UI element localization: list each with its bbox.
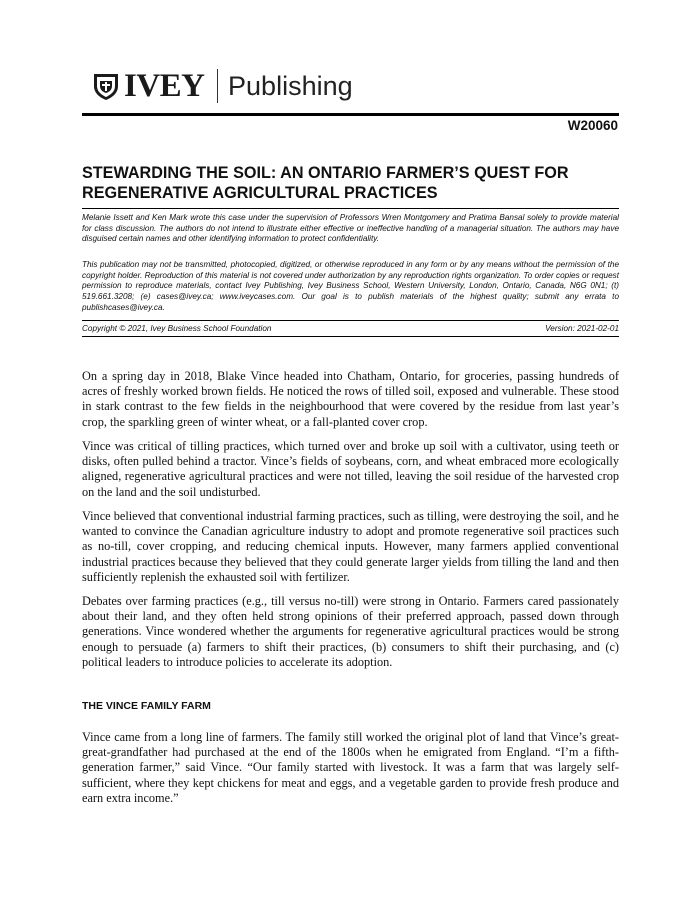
case-title-line-1: STEWARDING THE SOIL: AN ONTARIO FARMER’S QUEST FOR bbox=[82, 164, 569, 182]
front-matter-bottom-rule bbox=[82, 336, 619, 337]
body-paragraph-5: Vince came from a long line of farmers. The family still worked the original plot of land that Vince’s great-great-grandfather had purchased at the end of the 1800s when he emigrated from England. “I’m a fifth-generation farmer,” said Vince. “Our family started with livestock. It was a farm that was largely self-sufficient, where they kept chickens for meat and eggs, and a vegetable garden to provide fresh produce and earn extra income.” bbox=[82, 730, 619, 805]
case-title-line-2: REGENERATIVE AGRICULTURAL PRACTICES bbox=[82, 184, 438, 202]
copyright-text: Copyright © 2021, Ivey Business School Foundation bbox=[82, 324, 272, 333]
permissions-note: This publication may not be transmitted, photocopied, digitized, or otherwise reproduced in any form or by any means without the permission of the copyright holder. Reproduction of this material is not covered under authorization by any reproduction rights organization. To order copies or request permission to reproduce materials, contact Ivey Publishing, Ivey Business School, Western University, London, Ontario, Canada, N6G 0N1; (t) 519.661.3208; (e) cases@ivey.ca; www.iveycases.com. Our goal is to publish materials of the highest quality; submit any errata to publishcases@ivey.ca. bbox=[82, 260, 619, 312]
copyright-row bbox=[82, 324, 619, 334]
body-paragraph-1: On a spring day in 2018, Blake Vince headed into Chatham, Ontario, for groceries, passing hundreds of acres of freshly worked brown fields. He noticed the rows of tilled soil, exposed and vulnerable. These stood in stark contrast to the few fields in the neighbourhood that were covered by the residue from last year’s crop, the sparkling green of winter wheat, or a fall-planted cover crop. bbox=[82, 369, 619, 429]
ivey-publishing-logo bbox=[92, 66, 353, 106]
body-paragraph-2: Vince was critical of tilling practices, which turned over and broke up soil with a cultivator, using teeth or disks, often pulled behind a tractor. Vince’s fields of soybeans, corn, and wheat embraced more ecologically aligned, regenerative agricultural practices and were not tilled, leaving the soil residue of the harvested crop on the land and the soil undisturbed. bbox=[82, 439, 619, 499]
logo-divider bbox=[217, 69, 219, 103]
ivey-crest-icon bbox=[92, 71, 120, 101]
body-paragraph-4: Debates over farming practices (e.g., till versus no-till) were strong in Ontario. Farmers cared passionately about their land, and they often held strong opinions of their preferred approach, passed down through generations. Vince wondered whether the arguments for regenerative agricultural practices would be strong enough to persuade (a) farmers to shift their practices, (b) consumers to shift their purchasing, and (c) political leaders to introduce policies to accelerate its adoption. bbox=[82, 594, 619, 669]
section-heading: THE VINCE FAMILY FARM bbox=[82, 700, 211, 712]
body-paragraph-3: Vince believed that conventional industrial farming practices, such as tilling, were destroying the soil, and he wanted to convince the Canadian agriculture industry to adopt and promote regenerative soil practices such as no-till, cover cropping, and reducing chemical inputs. However, many farmers applied conventional industrial practices because they believed that they could generate larger yields from tilling the land and then sufficiently replenish the exhausted soil with fertilizer. bbox=[82, 509, 619, 584]
case-title bbox=[82, 163, 622, 203]
version-text: Version: 2021-02-01 bbox=[545, 324, 619, 333]
header-rule bbox=[82, 113, 619, 116]
front-matter-top-rule bbox=[82, 208, 619, 209]
front-matter-mid-rule bbox=[82, 320, 619, 321]
case-number: W20060 bbox=[567, 118, 618, 133]
ivey-brand-text: IVEY bbox=[124, 68, 205, 104]
authorship-note: Melanie Issett and Ken Mark wrote this case under the supervision of Professors Wren Montgomery and Pratima Bansal solely to provide material for class discussion. The authors do not intend to illustrate either effective or ineffective handling of a managerial situation. The authors may have disguised certain names and other identifying information to protect confidentiality. bbox=[82, 213, 619, 244]
publishing-text: Publishing bbox=[228, 71, 353, 101]
